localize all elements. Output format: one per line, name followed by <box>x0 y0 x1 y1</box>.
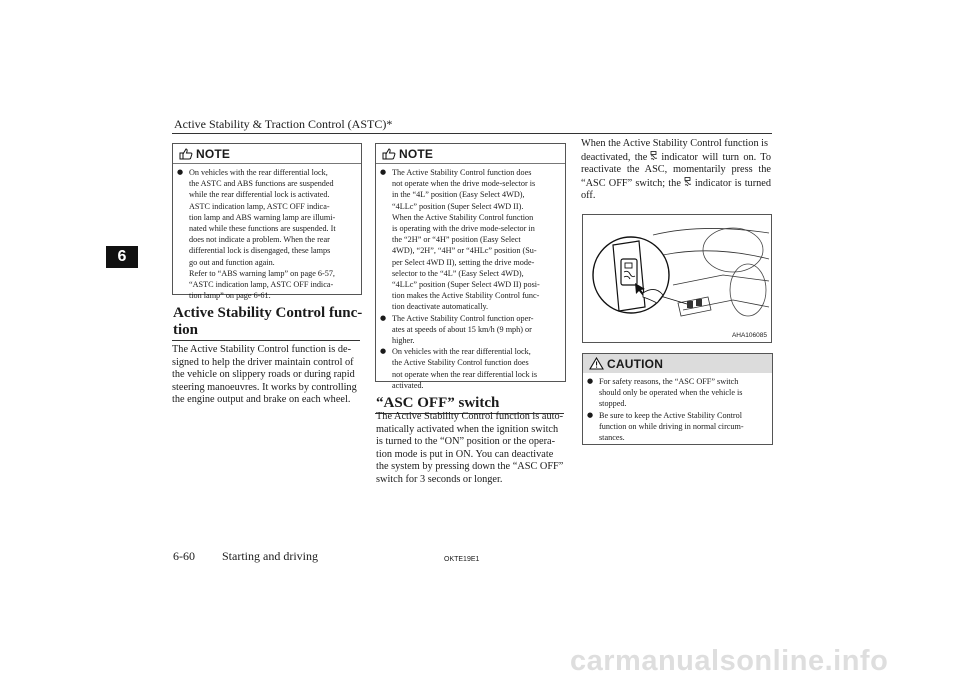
text-line: The Active Stability Control function does <box>392 168 532 177</box>
list-item <box>380 313 559 347</box>
text-line: not operate when the drive mode-selector is <box>392 179 536 189</box>
note-box-1 <box>172 143 362 301</box>
page-header-title: Active Stability & Traction Control (ASTC)* <box>174 117 393 131</box>
text-line: “ASTC indication lamp, ASTC OFF indica- <box>189 280 334 290</box>
switch-description <box>376 411 565 487</box>
text-line: When the Active Stability Control function is <box>581 138 769 149</box>
text-line: is operating with the drive mode-selector in <box>392 224 535 234</box>
text-line: stances. <box>599 433 625 443</box>
text-line: off. <box>581 190 596 202</box>
caution-heading: CAUTION <box>607 356 664 371</box>
text-line: selector to the “4L” (Easy Select 4WD), <box>392 268 524 278</box>
list-item <box>587 410 766 444</box>
text-line: “4LLc” position (Super Select 4WD II) posi- <box>392 280 540 290</box>
text-line: higher. <box>392 336 415 346</box>
text-line: matically activated when the ignition switch <box>376 423 559 435</box>
text-line: is turned to the “ON” position or the opera- <box>376 436 556 448</box>
text-line: “4LLc” position (Super Select 4WD II). <box>392 201 524 211</box>
deactivation-description <box>581 138 771 203</box>
note-box-2 <box>375 143 566 390</box>
list-item <box>380 346 559 391</box>
text-line: the Active Stability Control function does <box>392 358 529 368</box>
section-title-switch: “ASC OFF” switch <box>376 395 500 411</box>
chapter-tab: 6 <box>106 246 138 268</box>
text-line: For safety reasons, the “ASC OFF” switch <box>599 377 739 386</box>
header-divider <box>172 133 772 134</box>
note-heading: NOTE <box>196 146 231 161</box>
document-code: OKTE19E1 <box>444 556 480 563</box>
list-item <box>380 167 559 313</box>
text-line: 4WD), “2H”, “4H” or “4HLc” position (Su- <box>392 246 537 256</box>
text-line: The Active Stability Control function is auto- <box>376 411 564 422</box>
text-line: signed to help the driver maintain control of <box>172 356 354 368</box>
bullet-icon: ● <box>177 168 184 176</box>
text-line: tion makes the Active Stability Control func- <box>392 291 540 301</box>
text-line: function on while driving in normal circum- <box>599 421 744 431</box>
note-heading: NOTE <box>399 146 434 161</box>
text-line: The Active Stability Control function oper- <box>392 313 534 323</box>
asc-off-switch-figure <box>582 214 772 343</box>
bullet-icon: ● <box>380 347 387 356</box>
warning-triangle-icon <box>589 357 604 370</box>
asc-off-switch-illustration <box>583 215 771 342</box>
figure-label: AHA106085 <box>731 332 767 339</box>
text-fragment: indicator will turn on. To <box>661 151 772 163</box>
asc-description <box>172 344 361 407</box>
text-line: Refer to “ABS warning lamp” on page 6-57, <box>189 268 335 278</box>
text-line: ates at speeds of about 15 km/h (9 mph) or <box>392 324 532 334</box>
text-fragment: “ASC OFF” switch; the <box>581 177 681 189</box>
text-line: in the “4L” position (Easy Select 4WD), <box>392 190 525 200</box>
text-line: stopped. <box>599 399 627 409</box>
note-header <box>376 144 565 164</box>
text-fragment: indicator is turned <box>694 177 771 189</box>
section-divider <box>172 340 360 341</box>
text-line: does not indicate a problem. When the rear <box>189 235 330 245</box>
text-line: while the rear differential lock is activated. <box>189 190 330 200</box>
text-line: nated while these functions are suspended. It <box>189 224 336 234</box>
text-line: go out and function again. <box>189 257 275 267</box>
list-item <box>177 167 355 301</box>
text-line: The Active Stability Control function is de- <box>172 344 352 355</box>
title-line: tion <box>173 322 199 338</box>
text-line: On vehicles with the rear differential lock, <box>392 347 531 357</box>
bullet-icon: ● <box>380 313 387 322</box>
text-line: activated. <box>392 380 424 390</box>
list-item <box>587 376 766 410</box>
text-line: On vehicles with the rear differential lock, <box>189 168 328 177</box>
caution-header <box>583 354 772 373</box>
text-line: ASTC indication lamp, ASTC OFF indica- <box>189 201 330 211</box>
asc-off-indicator-icon <box>650 151 658 161</box>
text-line: reactivate the ASC, momentarily press the <box>581 164 771 176</box>
text-line <box>581 177 771 191</box>
text-line: tion lamp” on page 6-61. <box>189 291 271 301</box>
text-line: tion lamp and ABS warning lamp are illumi- <box>189 212 336 222</box>
text-line: the ASTC and ABS functions are suspended <box>189 179 334 189</box>
footer-section-name: Starting and driving <box>222 549 318 563</box>
text-line: the engine output and brake on each wheel. <box>172 394 351 406</box>
text-line: Be sure to keep the Active Stability Control <box>599 410 743 420</box>
section-title-asc <box>173 305 363 339</box>
text-line: tion deactivate automatically. <box>392 302 489 312</box>
bullet-icon: ● <box>587 410 594 419</box>
text-line: the “2H” or “4H” position (Easy Select <box>392 235 521 245</box>
note-hand-icon <box>382 148 396 160</box>
text-line <box>581 151 771 165</box>
text-line: switch for 3 seconds or longer. <box>376 473 503 485</box>
text-line: the vehicle on slippery roads or during rapid <box>172 369 355 381</box>
text-line: per Select 4WD II), setting the drive mode- <box>392 257 535 267</box>
note-hand-icon <box>179 148 193 160</box>
text-line: the system by pressing down the “ASC OFF” <box>376 461 564 473</box>
text-line: not operate when the rear differential lock is <box>392 369 538 379</box>
bullet-icon: ● <box>587 377 594 385</box>
text-line: When the Active Stability Control function <box>392 212 534 222</box>
note-header <box>173 144 361 164</box>
text-line: differential lock is disengaged, these lamps <box>189 246 331 256</box>
text-fragment: deactivated, the <box>581 151 648 163</box>
watermark: carmanualsonline.info <box>570 645 889 677</box>
text-line: should only be operated when the vehicle is <box>599 388 743 398</box>
page-number: 6-60 <box>173 549 195 563</box>
text-line: tion mode is put in ON. You can deactivate <box>376 448 554 460</box>
asc-off-indicator-icon <box>684 177 692 187</box>
text-line: steering manoeuvres. It works by controlling <box>172 381 357 393</box>
bullet-icon: ● <box>380 168 387 176</box>
title-line: Active Stability Control func- <box>173 305 363 321</box>
caution-box <box>582 353 773 445</box>
